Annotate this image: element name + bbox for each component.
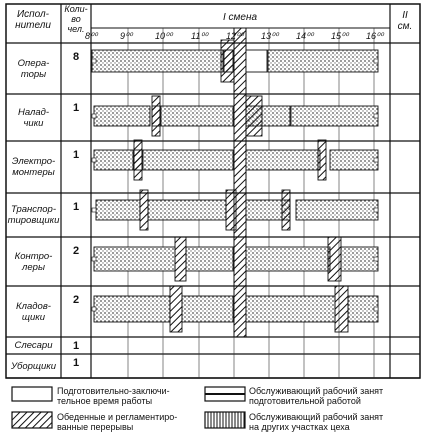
- work-bar: [246, 247, 330, 271]
- break-bar: [335, 286, 348, 332]
- work-bar: [96, 200, 140, 220]
- legend-swatch-service-other: [205, 412, 245, 428]
- row-count: 8: [72, 51, 80, 63]
- time-tick-label: 10⁰⁰: [155, 31, 173, 41]
- legend-label-breaks: Обеденные и регламентиро- ванные перерывы: [57, 412, 178, 432]
- prep-marker: [374, 59, 378, 63]
- prep-marker: [92, 208, 96, 212]
- work-bar: [143, 150, 233, 170]
- time-tick-label: 13⁰⁰: [261, 31, 279, 41]
- break-bar: [221, 40, 234, 82]
- break-bar: [170, 286, 182, 332]
- work-bar: [186, 247, 233, 271]
- row-count: 2: [72, 245, 80, 257]
- work-bar: [94, 296, 170, 322]
- time-tick-label: 14⁰⁰: [296, 31, 314, 41]
- shift2-header: II см.: [397, 10, 413, 32]
- time-tick-label: 9⁰⁰: [120, 31, 133, 41]
- prep-marker: [374, 114, 378, 118]
- prep-marker: [92, 257, 96, 261]
- work-bar: [291, 106, 378, 126]
- legend-label-service-other: Обслуживающий рабочий занят на других участках цеха: [249, 412, 384, 432]
- work-bar: [161, 106, 233, 126]
- work-bar: [348, 296, 378, 322]
- work-bar: [246, 296, 335, 322]
- time-tick-label: 15⁰⁰: [331, 31, 349, 41]
- time-tick-label: 16⁰⁰: [366, 31, 384, 41]
- work-bar: [268, 50, 378, 72]
- prep-marker: [92, 114, 96, 118]
- performers-header: Испол- нители: [15, 9, 51, 31]
- row-label: Опера- торы: [17, 57, 50, 80]
- row-label: Контро- леры: [14, 250, 53, 273]
- work-bar: [92, 50, 223, 72]
- row-count: 2: [72, 294, 80, 306]
- work-bar: [94, 247, 175, 271]
- break-bar: [318, 140, 326, 180]
- row-count: 1: [72, 102, 80, 114]
- lunch-break-band: [234, 28, 246, 337]
- row-label: Электро- монтеры: [11, 156, 56, 178]
- prep-marker: [374, 257, 378, 261]
- prep-marker: [92, 158, 96, 162]
- work-bar: [341, 247, 378, 271]
- row-count: 1: [72, 149, 80, 161]
- work-bar: [94, 106, 150, 126]
- break-bar: [140, 190, 148, 230]
- work-bar: [246, 50, 267, 72]
- row-label: Кладов- щики: [16, 300, 51, 323]
- row-label: Налад- чики: [17, 106, 50, 129]
- break-bar: [152, 96, 160, 136]
- break-bar: [246, 96, 262, 136]
- prep-marker: [374, 208, 378, 212]
- row-count: 1: [72, 201, 80, 213]
- prep-marker: [374, 158, 378, 162]
- work-bar: [330, 150, 378, 170]
- legend-label-prep: Подготовительно-заключи- тельное время работы: [57, 386, 170, 406]
- row-label: Уборщики: [10, 360, 57, 372]
- row-count: 1: [72, 340, 80, 352]
- break-bar: [226, 190, 236, 230]
- break-bar: [328, 237, 341, 281]
- time-tick-label: 12⁰⁰: [226, 31, 244, 41]
- prep-marker: [374, 307, 378, 311]
- time-tick-label: 8⁰⁰: [85, 31, 98, 41]
- work-bar: [182, 296, 233, 322]
- work-bar: [246, 150, 320, 170]
- time-tick-label: 11⁰⁰: [191, 31, 208, 41]
- row-count: 1: [72, 357, 80, 369]
- work-bar: [94, 150, 133, 170]
- legend-label-service-prep: Обслуживающий рабочий занят подготовительной работой: [249, 386, 384, 406]
- prep-marker: [92, 307, 96, 311]
- break-bar: [134, 140, 142, 180]
- count-header: Коли- во чел.: [64, 4, 88, 34]
- row-label: Транспор- тировщики: [7, 204, 60, 226]
- legend-swatch-breaks: [12, 412, 52, 428]
- shift1-header: I смена: [222, 12, 258, 23]
- prep-marker: [92, 59, 96, 63]
- work-bar: [296, 200, 378, 220]
- row-label: Слесари: [14, 340, 53, 351]
- break-bar: [175, 237, 186, 281]
- break-bar: [282, 190, 290, 230]
- work-bar: [148, 200, 226, 220]
- legend-swatch-prep: [12, 387, 52, 401]
